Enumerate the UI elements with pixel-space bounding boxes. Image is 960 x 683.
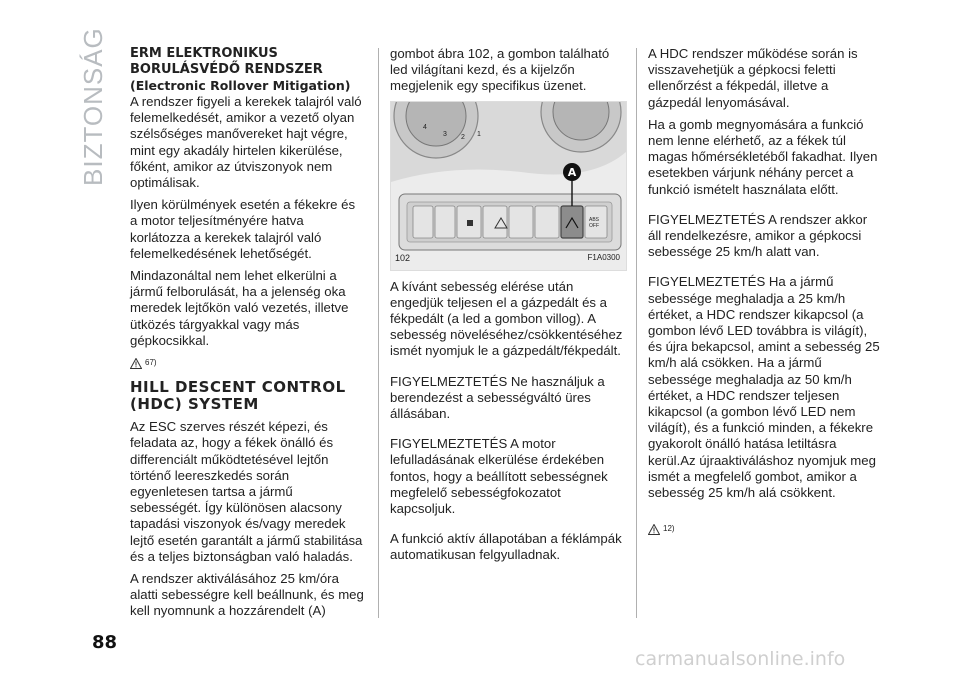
section-subheading-erm: (Electronic Rollover Mitigation)	[130, 78, 351, 93]
warning-reference	[130, 355, 365, 371]
heading-line: ERM ELEKTRONIKUS	[130, 46, 278, 61]
paragraph: A HDC rendszer működése során is visszavehetjük a gépkocsi feletti ellenőrzést a fékpedál, illetve a gázpedál lenyomásával.	[648, 46, 858, 110]
column-divider	[378, 48, 379, 618]
paragraph: A rendszer aktiválásához 25 km/óra alatti sebességre kell beállnunk, és meg kell nyomnunk a hozzárendelt (A)	[130, 571, 364, 619]
warning-ref-number: 67)	[145, 358, 157, 368]
callout-label: A	[567, 165, 577, 179]
paragraph: Ilyen körülmények esetén a fékekre és a motor teljesítményére hatva korlátozza a kerekek talajról való felemelkedésének lehetőségét.	[130, 197, 356, 261]
figure-code: F1A0300	[587, 253, 620, 263]
warning-paragraph: FIGYELMEZTETÉS A motor lefulladásának elkerülése érdekében fontos, hogy a beállított sebességnek megfelelő sebességfokozatot kapcsoljuk.	[390, 436, 608, 517]
button-label: OFF	[589, 222, 599, 229]
warning-ref-number: 12)	[663, 524, 675, 534]
paragraph: A rendszer figyeli a kerekek talajról való felemelkedését, amikor a vezető olyan szélsőséges manővereket hajt végre, mint egy akadály hirtelen kikerülése, főként, amikor az útviszonyok nem optimálisak.	[130, 94, 362, 191]
dial-number: 4	[423, 123, 427, 131]
heading-line: (HDC) SYSTEM	[130, 395, 259, 414]
watermark-text: carmanualsonline.info	[635, 648, 846, 670]
dial-number: 2	[461, 133, 465, 141]
column-2	[390, 46, 625, 570]
heading-line: BORULÁSVÉDŐ RENDSZER	[130, 62, 323, 77]
paragraph: A funkció aktív állapotában a féklámpák automatikusan felgyulladnak.	[390, 531, 622, 563]
column-divider	[636, 48, 637, 618]
warning-paragraph: FIGYELMEZTETÉS Ha a jármű sebessége meghaladja a 25 km/h értéket, a HDC rendszer kikapcsol (a gombon lévő LED továbbra is világít), és újra bekapcsol, amint a sebesség 25 km/h alá csökken. Ha a jármű sebessége meghaladja az 50 km/h értéket, a HDC rendszer teljesen kikapcsol (a gombon lévő LED nem világít), és a funkció minden, a fékekre gyakorolt önálló hatása letiltásra kerül.Az újraaktiváláshoz nyomjuk meg ismét a megfelelő gombot, amikor a sebesség 25 km/h alá csökkent.	[648, 274, 880, 501]
warning-reference	[648, 521, 883, 537]
paragraph: Az ESC szerves részét képezi, és feladata az, hogy a fékek önálló és differenciált működtetésével lejtőn történő leereszkedés során egyenletesen tartsa a jármű sebességét. Így különösen alacsony tapadási viszonyok és/vagy meredek lejtő esetén garantált a jármű stabilitása és a teljes biztonságban való haladás.	[130, 419, 363, 564]
page-number: 88	[92, 632, 118, 653]
warning-triangle-icon	[648, 524, 660, 535]
figure-102	[390, 101, 627, 271]
button-label: ABS	[589, 216, 600, 223]
figure-number: 102	[395, 253, 411, 264]
dial-number: 1	[477, 130, 481, 138]
column-3	[648, 46, 883, 545]
warning-paragraph: FIGYELMEZTETÉS Ne használjuk a berendezést a sebességváltó üres állásában.	[390, 373, 605, 422]
warning-triangle-icon	[130, 358, 142, 369]
heading-line: HILL DESCENT CONTROL	[130, 378, 346, 397]
warning-paragraph: FIGYELMEZTETÉS A rendszer akkor áll rendelkezésre, amikor a gépkocsi sebessége 25 km/h alatt van.	[648, 211, 868, 260]
paragraph: Ha a gomb megnyomására a funkció nem lenne elérhető, az a fékek túl magas hőmérsékletéből fakadhat. Ilyen esetekben várjunk néhány percet a funkció ismételt használata előtt.	[648, 116, 878, 197]
dashboard-illustration	[391, 102, 626, 270]
section-heading-erm	[130, 46, 365, 78]
dial-number: 3	[443, 130, 447, 138]
column-1	[130, 46, 365, 626]
paragraph: A kívánt sebesség elérése után engedjük teljesen el a gázpedált és a fékpedált (a led a gombon villog). A sebesség növeléséhez/csökkentéséhez ismét nyomjuk le a gázpedált/fékpedált.	[390, 278, 623, 359]
paragraph: gombot ábra 102, a gombon található led világítani kezd, és a kijelzőn megjelenik egy specifikus üzenet.	[390, 46, 610, 94]
section-heading-hdc	[130, 379, 365, 413]
section-side-tab: BIZTONSÁG	[78, 27, 108, 186]
paragraph: Mindazonáltal nem lehet elkerülni a jármű felborulását, ha a jelenség oka meredek lejtőkön való vezetés, illetve ütközés tárgyakkal vagy más gépkocsikkal.	[130, 268, 349, 348]
